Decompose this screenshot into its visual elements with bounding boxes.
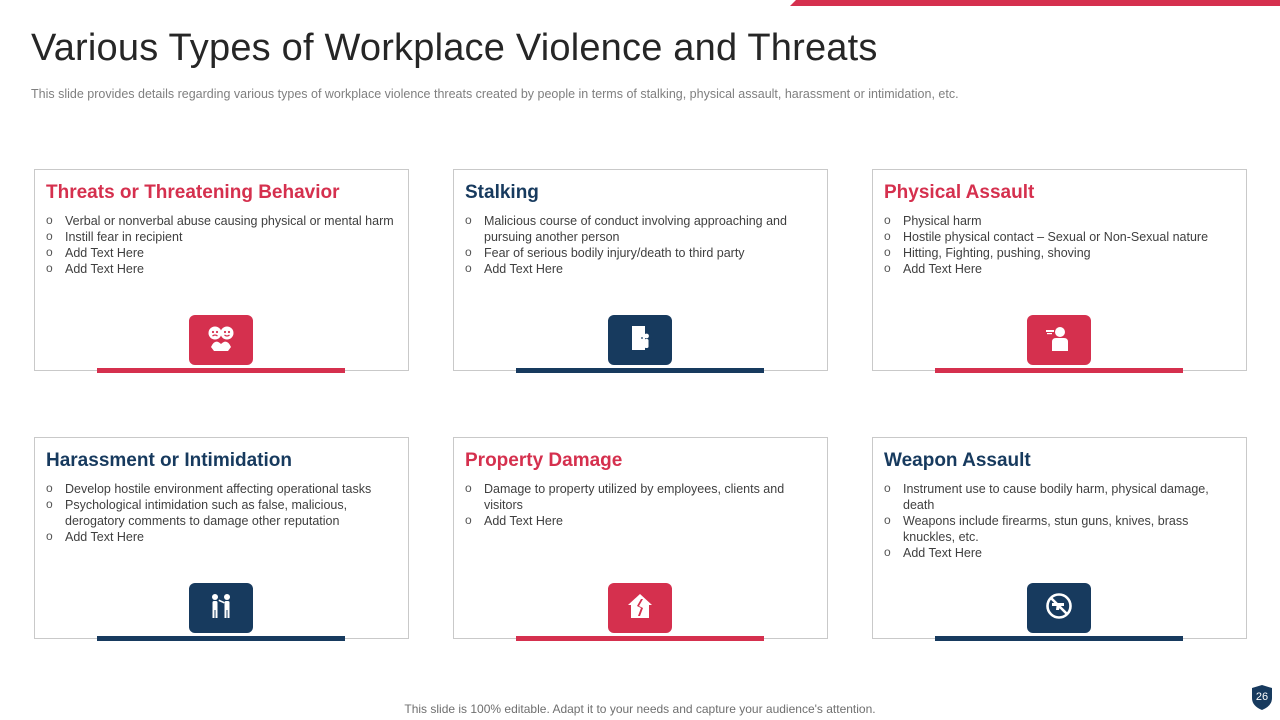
card-physical-assault [872,169,1247,371]
card-title: Threats or Threatening Behavior [46,182,340,203]
accent-line [516,636,764,641]
card-weapon-assault [872,437,1247,639]
accent-line [935,636,1183,641]
accent-line [97,368,345,373]
card-title: Stalking [465,182,539,203]
icon-tile [1027,583,1091,633]
page-number: 26 [1255,691,1269,703]
icon-tile [608,583,672,633]
bullet-item: o Malicious course of conduct involving approaching and pursuing another person [465,213,817,245]
bullet-item: o Fear of serious bodily injury/death to third party [465,245,817,261]
accent-line [97,636,345,641]
bullet-item: o Add Text Here [46,245,398,261]
broken-house-icon [625,591,655,626]
bullet-item: o Add Text Here [46,529,398,545]
bullet-list [46,481,398,545]
punch-icon [1044,323,1074,358]
card-title: Weapon Assault [884,450,1031,471]
slide-subtitle: This slide provides details regarding various types of workplace violence threats created by people in terms of stalking, physical assault, harassment or intimidation, etc. [31,87,959,101]
bullet-list [46,213,398,277]
card-property-damage [453,437,828,639]
bullet-item: o Psychological intimidation such as false, malicious, derogatory comments to damage other reputation [46,497,398,529]
card-title: Property Damage [465,450,623,471]
page-number-badge [1251,684,1273,711]
bullet-item: o Add Text Here [884,261,1236,277]
icon-tile [189,315,253,365]
harassment-icon [206,591,236,626]
accent-line [935,368,1183,373]
bullet-item: o Add Text Here [465,513,817,529]
accent-line [516,368,764,373]
bullet-item: o Add Text Here [46,261,398,277]
bullet-list [884,213,1236,277]
card-harassment [34,437,409,639]
bullet-item: o Hitting, Fighting, pushing, shoving [884,245,1236,261]
faces-icon [206,323,236,358]
card-threats [34,169,409,371]
bullet-item: o Add Text Here [465,261,817,277]
bullet-item: o Hostile physical contact – Sexual or Non-Sexual nature [884,229,1236,245]
icon-tile [189,583,253,633]
icon-tile [608,315,672,365]
card-stalking [453,169,828,371]
card-title: Harassment or Intimidation [46,450,292,471]
no-weapons-icon [1044,591,1074,626]
icon-tile [1027,315,1091,365]
bullet-item: o Add Text Here [884,545,1236,561]
footer-note: This slide is 100% editable. Adapt it to your needs and capture your audience's attention. [404,702,876,716]
slide-title: Various Types of Workplace Violence and Threats [31,27,878,69]
person-behind-door-icon [627,323,653,358]
bullet-item: o Develop hostile environment affecting operational tasks [46,481,398,497]
bullet-item: o Verbal or nonverbal abuse causing physical or mental harm [46,213,398,229]
bullet-item: o Physical harm [884,213,1236,229]
bullet-list [465,481,817,529]
bullet-item: o Instrument use to cause bodily harm, physical damage, death [884,481,1236,513]
bullet-item: o Damage to property utilized by employees, clients and visitors [465,481,817,513]
top-accent-bar [790,0,1280,6]
card-title: Physical Assault [884,182,1035,203]
bullet-list [884,481,1236,561]
bullet-item: o Instill fear in recipient [46,229,398,245]
bullet-list [465,213,817,277]
bullet-item: o Weapons include firearms, stun guns, knives, brass knuckles, etc. [884,513,1236,545]
